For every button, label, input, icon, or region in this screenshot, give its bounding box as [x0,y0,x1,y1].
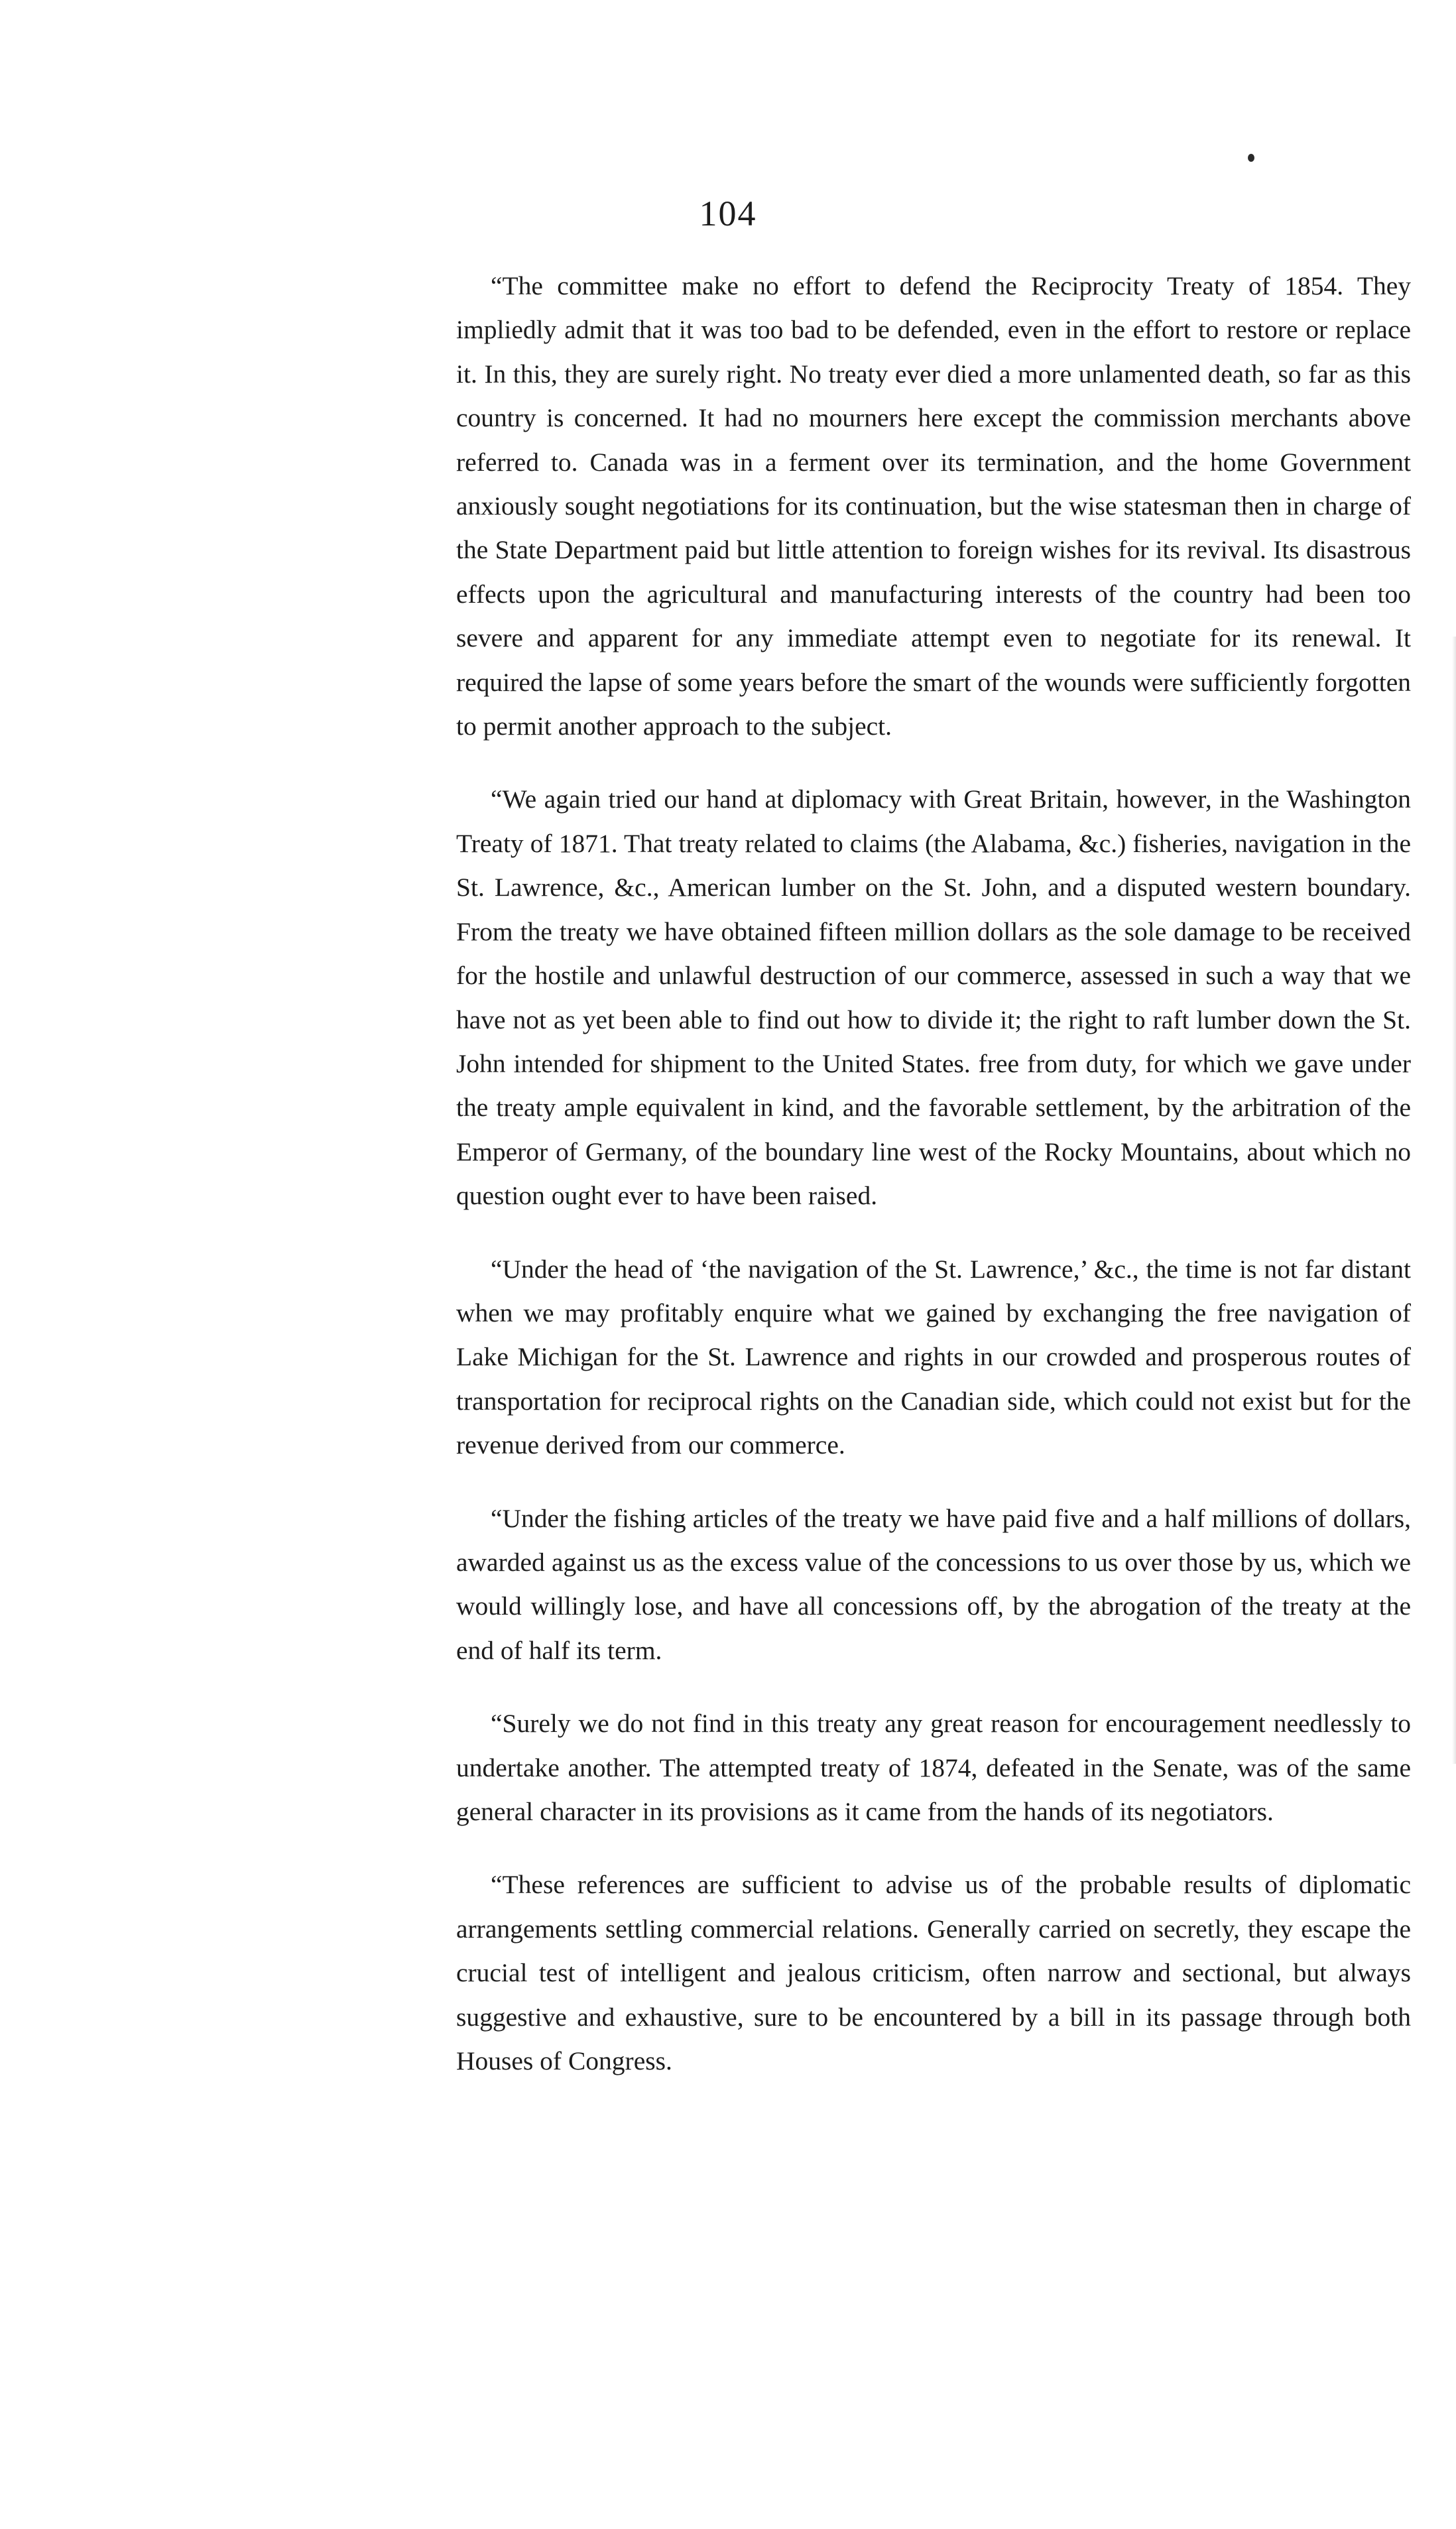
page-edge-shadow [1452,637,1456,1764]
paragraph-st-lawrence-navigation: “Under the head of ‘the navigation of the St. Lawrence,’ &c., the time is not far distant when we may profitably enquire what we gained by exchanging the free navigation of Lake Michigan for the St. Lawrence and rights in our crowded and prosperous routes of transportation for reciprocal rights on the Canadian side, which could not exist but for the revenue derived from our commerce. [456,1254,1411,1460]
body-text [456,264,1411,2083]
ink-speck [1248,154,1254,162]
page-number: 104 [699,194,757,233]
paragraph-diplomatic-arrangements: “These references are sufficient to advise us of the probable results of diplomatic arrangements settling commercial relations. Generally carried on secretly, they escape the crucial test of intelligent and jealous criticism, often narrow and sectional, but always suggestive and exhaustive, sure to be encountered by a bill in its passage through both Houses of Congress. [456,1870,1411,2076]
paragraph-fishing-articles: “Under the fishing articles of the treaty we have paid five and a half millions of dollars, awarded against us as the excess value of the concessions to us over those by us, which we would willingly lose, and have all concessions off, by the abrogation of the treaty at the end of half its term. [456,1503,1411,1665]
paragraph-reciprocity-treaty: “The committee make no effort to defend the Reciprocity Treaty of 1854. They impliedly admit that it was too bad to be defended, even in the effort to restore or replace it. In this, they are surely right. No treaty ever died a more unlamented death, so far as this country is concerned. It had no mourners here except the commission merchants above referred to. Canada was in a ferment over its termination, and the home Government anxiously sought negotiations for its continuation, but the wise statesman then in charge of the State Department paid but little attention to foreign wishes for its revival. Its disastrous effects upon the agricultural and manufacturing interests of the country had been too severe and apparent for any immediate attempt even to negotiate for its renewal. It required the lapse of some years before the smart of the wounds were sufficiently forgotten to permit another approach to the subject. [456,271,1411,741]
paragraph-treaty-of-1874: “Surely we do not find in this treaty any great reason for encouragement needlessly to undertake another. The attempted treaty of 1874, defeated in the Senate, was of the same general character in its provisions as it came from the hands of its negotiators. [456,1709,1411,1826]
paragraph-washington-treaty: “We again tried our hand at diplomacy with Great Britain, however, in the Washington Treaty of 1871. That treaty related to claims (the Alabama, &c.) fisheries, navigation in the St. Lawrence, &c., American lumber on the St. John, and a disputed western boundary. From the treaty we have obtained fifteen million dollars as the sole damage to be received for the hostile and unlawful destruction of our commerce, assessed in such a way that we have not as yet been able to find out how to divide it; the right to raft lumber down the St. John intended for shipment to the United States. free from duty, for which we gave under the treaty ample equivalent in kind, and the favorable settlement, by the arbitration of the Emperor of Germany, of the boundary line west of the Rocky Mountains, about which no question ought ever to have been raised. [456,784,1411,1211]
